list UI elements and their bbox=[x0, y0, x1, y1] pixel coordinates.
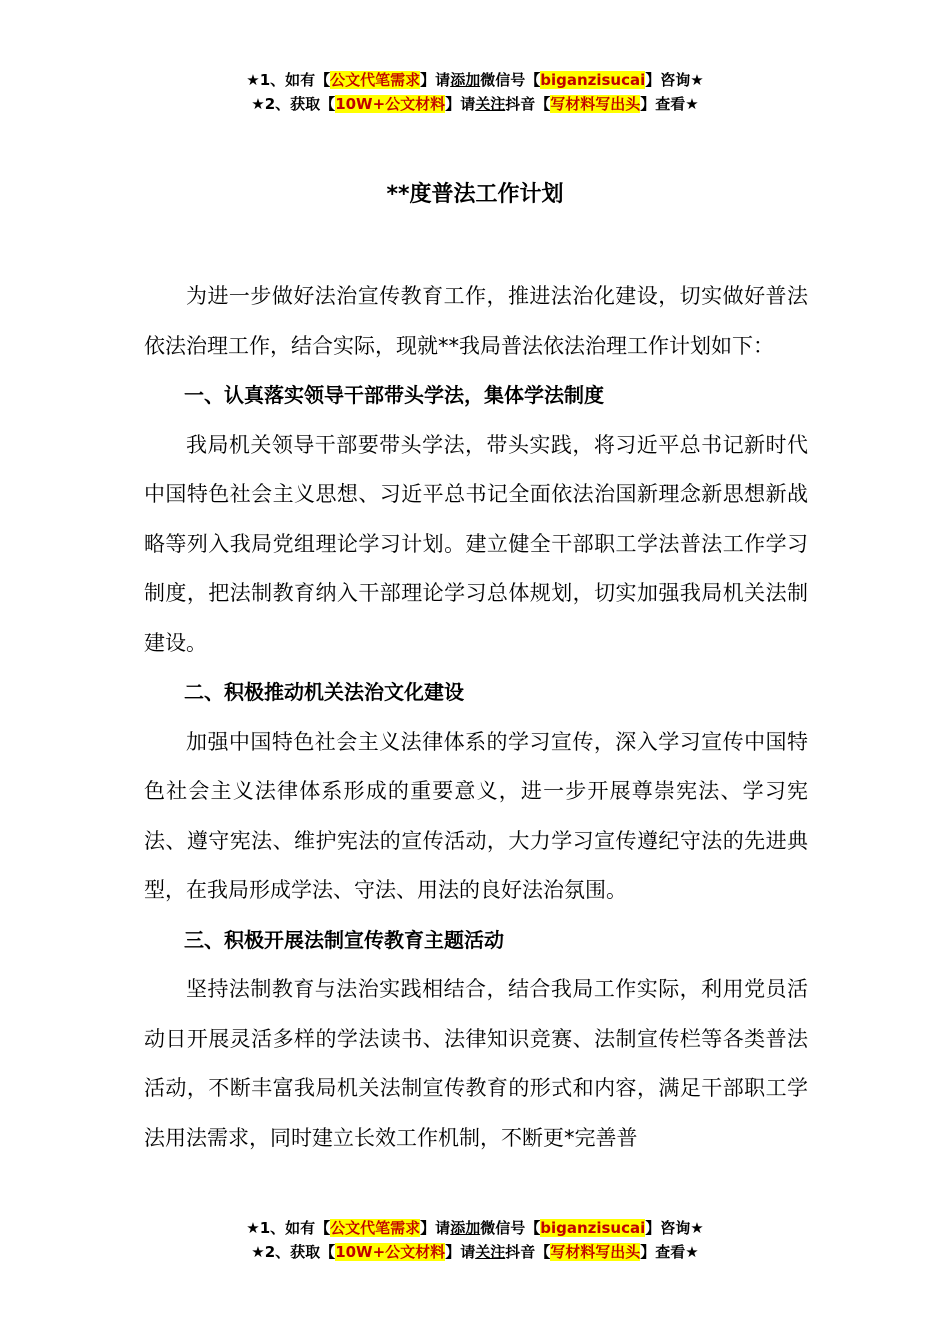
underlined-text: 关注 bbox=[475, 1243, 506, 1261]
banner-text: 】咨询★ bbox=[645, 71, 704, 89]
banner-text: 】请 bbox=[420, 71, 451, 89]
banner-text: 】请 bbox=[445, 1243, 476, 1261]
underlined-text: 关注 bbox=[475, 95, 506, 113]
banner-text: 抖音【 bbox=[505, 1243, 551, 1261]
highlight-douyin-account: 写材料写出头 bbox=[550, 95, 641, 113]
highlight-service: 公文代笔需求 bbox=[330, 71, 421, 89]
intro-paragraph: 为进一步做好法治宣传教育工作，推进法治化建设，切实做好普法依法治理工作，结合实际，现就**我局普法依法治理工作计划如下： bbox=[144, 284, 808, 358]
document-title: **度普法工作计划 bbox=[386, 182, 564, 207]
highlight-materials: 10W+公文材料 bbox=[335, 95, 446, 113]
section-body-1: 我局机关领导干部要带头学法，带头实践，将习近平总书记新时代中国特色社会主义思想、习近平总书记全面依法治国新理念新思想新战略等列入我局党组理论学习计划。建立健全干部职工学法普法工作学习制度，把法制教育纳入干部理论学习总体规划，切实加强我局机关法制建设。 bbox=[144, 432, 808, 655]
section-heading-1: 一、认真落实领导干部带头学法，集体学法制度 bbox=[184, 383, 604, 407]
highlight-douyin-account: 写材料写出头 bbox=[550, 1243, 641, 1261]
banner-line-2 bbox=[0, 92, 950, 116]
banner-text: 】查看★ bbox=[640, 95, 699, 113]
highlight-wechat-id: biganzisucai bbox=[540, 1219, 646, 1237]
banner-text: 】请 bbox=[445, 95, 476, 113]
banner-text: 抖音【 bbox=[505, 95, 551, 113]
banner-text: ★1、如有【 bbox=[246, 1219, 331, 1237]
banner-text: ★2、获取【 bbox=[251, 95, 336, 113]
highlight-materials: 10W+公文材料 bbox=[335, 1243, 446, 1261]
banner-text: 】请 bbox=[420, 1219, 451, 1237]
banner-text: 微信号【 bbox=[480, 71, 541, 89]
banner-text: 微信号【 bbox=[480, 1219, 541, 1237]
highlight-service: 公文代笔需求 bbox=[330, 1219, 421, 1237]
document-body bbox=[144, 272, 808, 1163]
banner-text: 】查看★ bbox=[640, 1243, 699, 1261]
banner-line-2 bbox=[0, 1240, 950, 1264]
banner-line-1 bbox=[0, 1216, 950, 1240]
section-body-3: 坚持法制教育与法治实践相结合，结合我局工作实际，利用党员活动日开展灵活多样的学法读书、法律知识竞赛、法制宣传栏等各类普法活动，不断丰富我局机关法制宣传教育的形式和内容，满足干部职工学法用法需求，同时建立长效工作机制，不断更*完善普 bbox=[144, 977, 808, 1150]
underlined-text: 添加 bbox=[450, 71, 481, 89]
header-banner bbox=[0, 68, 950, 116]
banner-text: ★2、获取【 bbox=[251, 1243, 336, 1261]
underlined-text: 添加 bbox=[450, 1219, 481, 1237]
banner-text: 】咨询★ bbox=[645, 1219, 704, 1237]
footer-banner bbox=[0, 1216, 950, 1264]
banner-text: ★1、如有【 bbox=[246, 71, 331, 89]
section-body-2: 加强中国特色社会主义法律体系的学习宣传，深入学习宣传中国特色社会主义法律体系形成的重要意义，进一步开展尊崇宪法、学习宪法、遵守宪法、维护宪法的宣传活动，大力学习宣传遵纪守法的先进典型，在我局形成学法、守法、用法的良好法治氛围。 bbox=[144, 729, 808, 902]
section-heading-2: 二、积极推动机关法治文化建设 bbox=[184, 680, 464, 704]
banner-line-1 bbox=[0, 68, 950, 92]
highlight-wechat-id: biganzisucai bbox=[540, 71, 646, 89]
section-heading-3: 三、积极开展法制宣传教育主题活动 bbox=[184, 927, 504, 952]
